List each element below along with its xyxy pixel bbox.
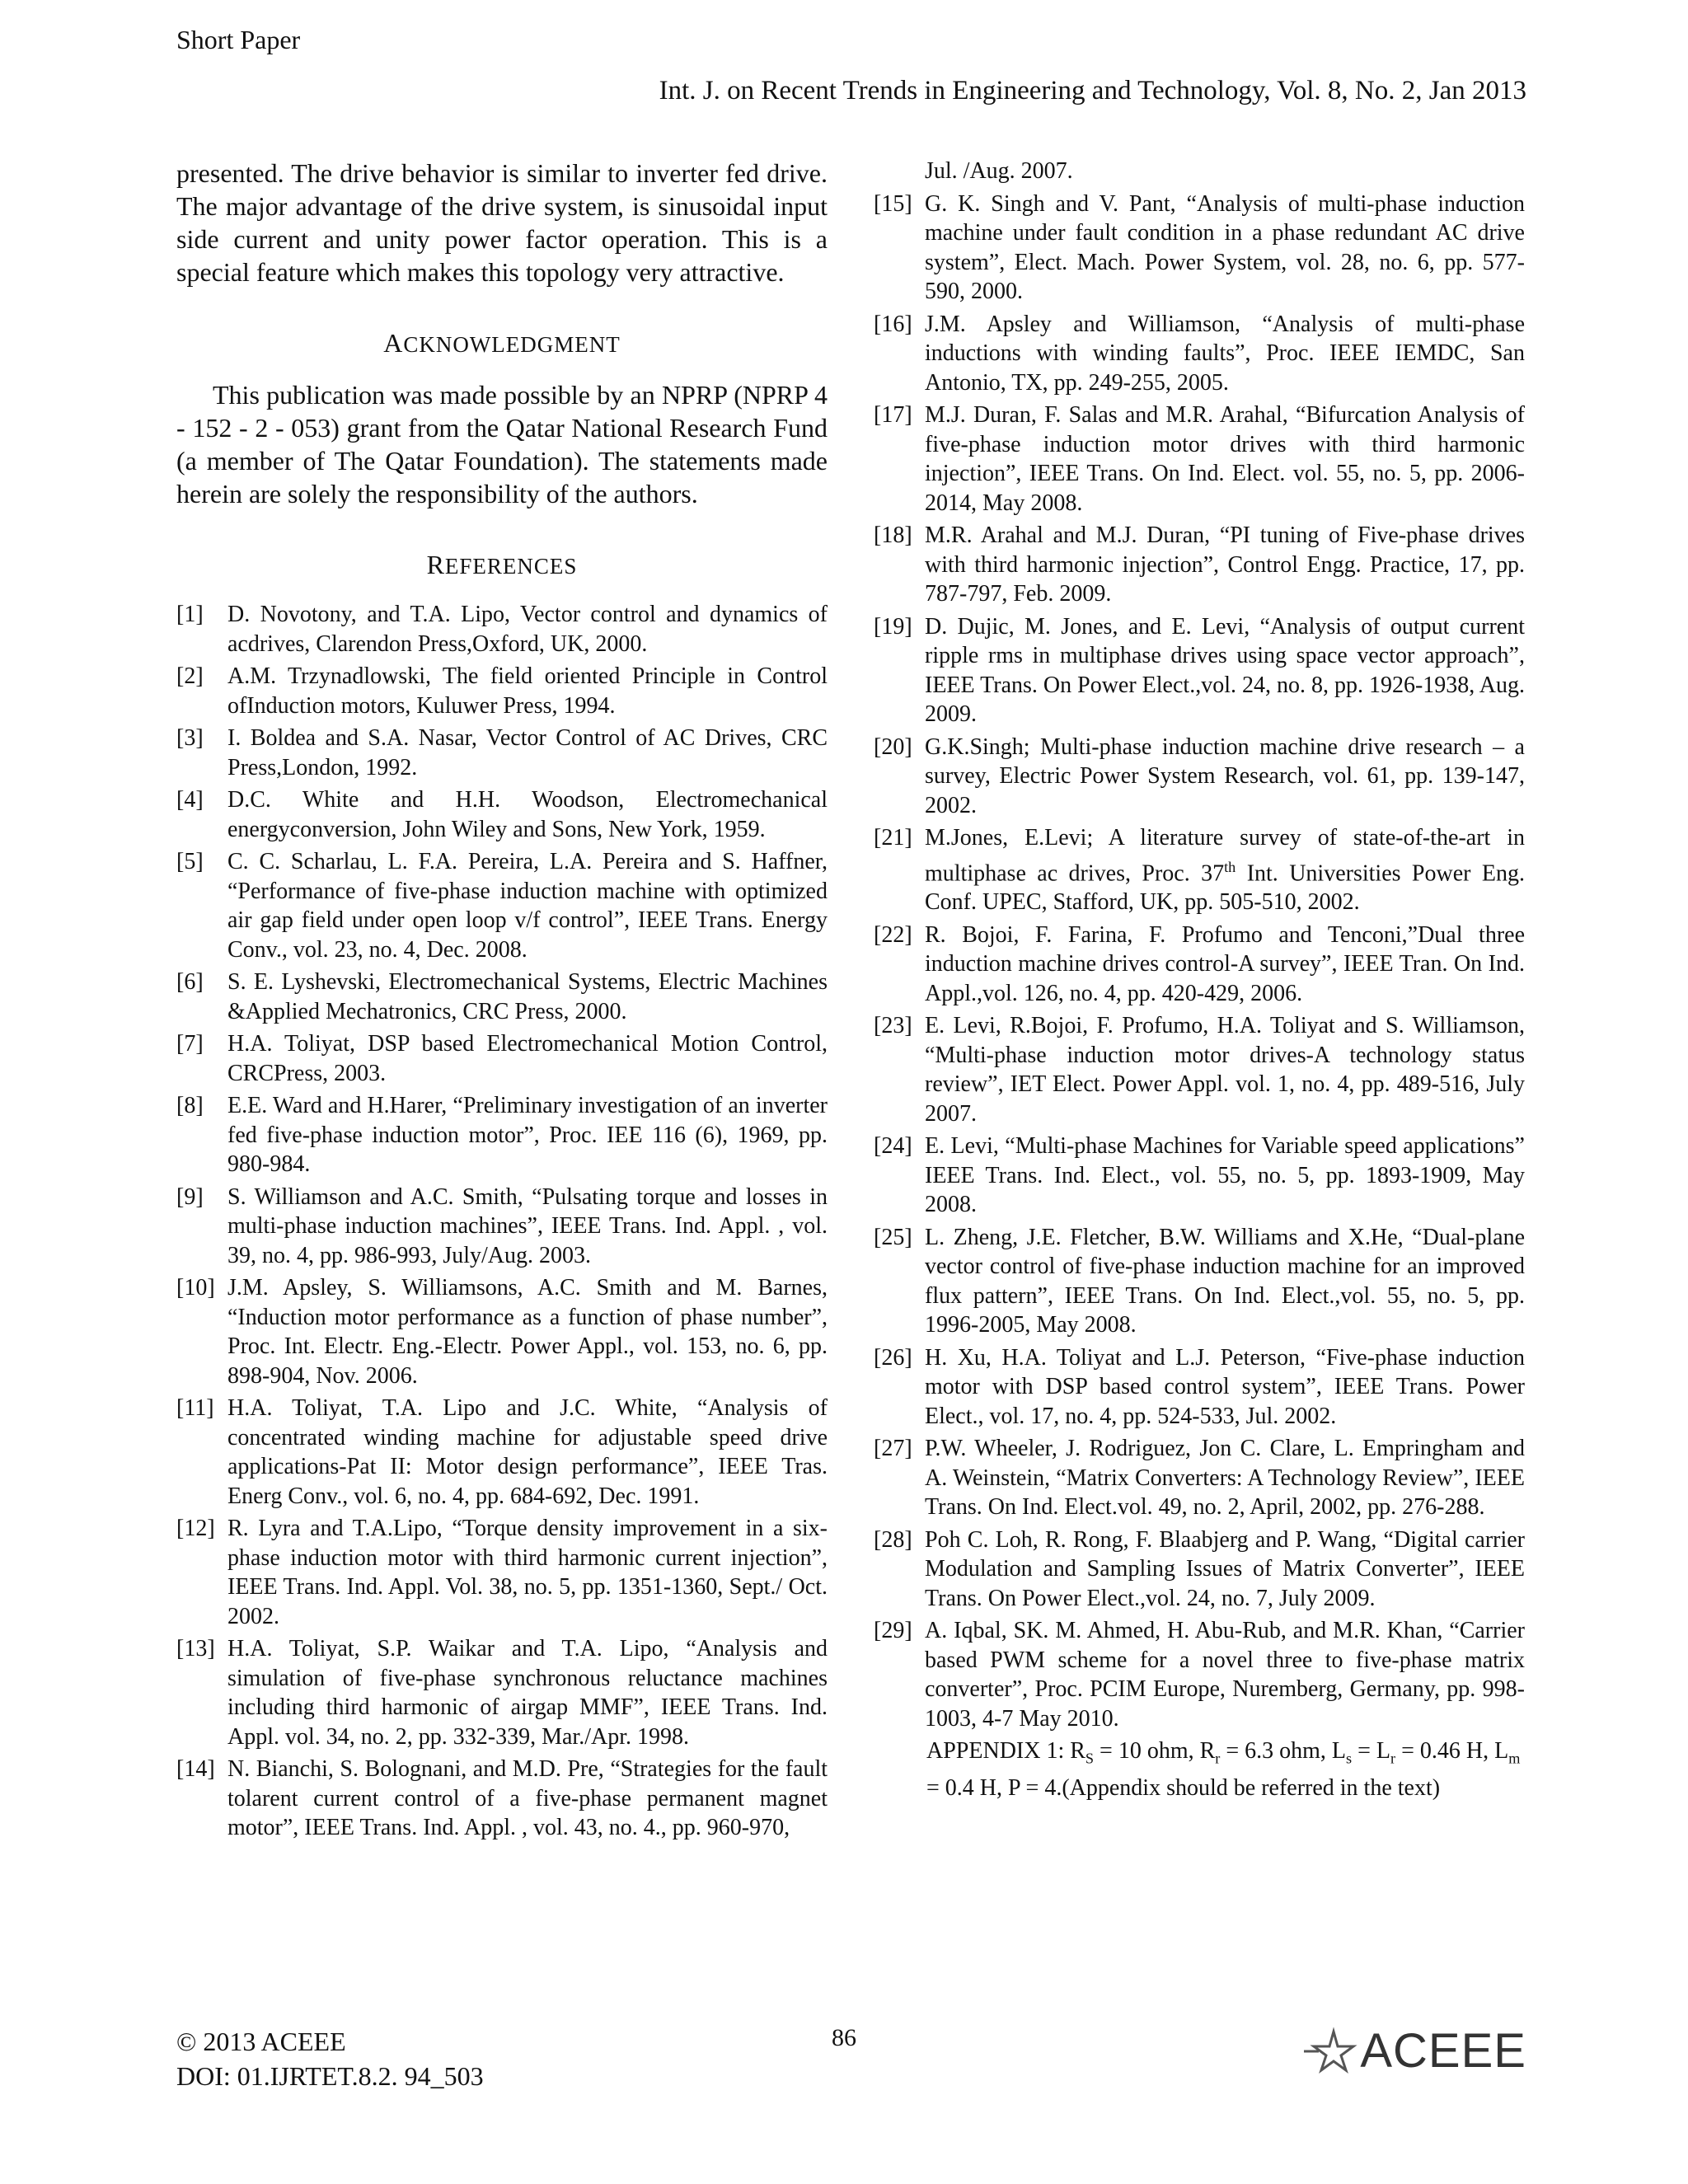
acknowledgment-heading: ACKNOWLEDGMENT xyxy=(383,328,621,358)
reference-item: [5] C. C. Scharlau, L. F.A. Pereira, L.A. Pereira and S. Haffner, “Performance of five-phase induction machine with optimized air gap field under open loop v/f control”, IEEE Trans. Energy Conv., vol. 23, no. 4, Dec. 2008. xyxy=(176,849,828,963)
star-icon xyxy=(1302,2027,1360,2076)
appendix-note: APPENDIX 1: $R_S = 10$ ohm, $R_r = 6.3$ ohm, $L_s = L_r = 0.46$ H, $L_m = 0.4$ H, P = 4.(Appendix should be referred in the text) xyxy=(926,1738,1521,1802)
copyright-text: © 2013 ACEEE xyxy=(176,2027,346,2056)
reference-item: [8] E.E. Ward and H.Harer, “Preliminary investigation of an inverter fed five-phase induction motor”, Proc. IEE 116 (6), 1969, pp. 980-984. xyxy=(176,1093,828,1177)
reference-item: [6] S. E. Lyshevski, Electromechanical Systems, Electric Machines &Applied Mechatronics, CRC Press, 2000. xyxy=(176,969,828,1024)
doi-text: DOI: 01.IJRTET.8.2. 94_503 xyxy=(176,2061,484,2091)
reference-list-right xyxy=(874,190,1525,1734)
logo-text: ACEEE xyxy=(1360,2024,1526,2078)
reference-item: [4] D.C. White and H.H. Woodson, Electromechanical energyconversion, John Wiley and Sons, New York, 1959. xyxy=(176,787,828,842)
reference-item: [15] G. K. Singh and V. Pant, “Analysis of multi-phase induction machine under fault condition in a phase redundant AC drive system”, Elect. Mach. Power System, vol. 28, no. 6, pp. 577-590, 2000. xyxy=(874,190,1525,304)
reference-item: [16] J.M. Apsley and Williamson, “Analysis of multi-phase inductions with winding faults”, Proc. IEEE IEMDC, San Antonio, TX, pp. 249-255, 2005. xyxy=(874,311,1525,396)
reference-item: [9] S. Williamson and A.C. Smith, “Pulsating torque and losses in multi-phase induction machines”, IEEE Trans. Ind. Appl. , vol. 39, no. 4, pp. 986-993, July/Aug. 2003. xyxy=(176,1183,828,1268)
reference-item: [29] A. Iqbal, SK. M. Ahmed, H. Abu-Rub, and M.R. Khan, “Carrier based PWM scheme for a novel three to five-phase matrix converter”, Proc. PCIM Europe, Nuremberg, Germany, pp. 998-1003, 4-7 May 2010. xyxy=(874,1618,1525,1732)
reference-item: [18] M.R. Arahal and M.J. Duran, “PI tuning of Five-phase drives with third harmonic injection”, Control Engg. Practice, 17, pp. 787-797, Feb. 2009. xyxy=(874,523,1525,607)
reference-continuation: Jul. /Aug. 2007. xyxy=(925,158,1073,184)
reference-item: [11] H.A. Toliyat, T.A. Lipo and J.C. White, “Analysis of concentrated winding machine for adjustable speed drive applications-Pat II: Motor design performance”, IEEE Tras. Energ Conv., vol. 6, no. 4, pp. 684-692, Dec. 1991. xyxy=(176,1395,828,1509)
reference-item: [1] D. Novotony, and T.A. Lipo, Vector control and dynamics of acdrives, Clarendon Press,Oxford, UK, 2000. xyxy=(176,602,828,657)
acknowledgment-text: This publication was made possible by an NPRP (NPRP 4 - 152 - 2 - 053) grant from the Qatar National Research Fund (a member of The Qatar Foundation). The statements made herein are solely the responsibility of the authors. xyxy=(176,380,828,509)
reference-item: [25] L. Zheng, J.E. Fletcher, B.W. Williams and X.He, “Dual-plane vector control of five-phase induction machine for an improved flux pattern”, IEEE Trans. On Ind. Elect.,vol. 55, no. 5, pp. 1996-2005, May 2008. xyxy=(874,1224,1525,1338)
reference-list-left xyxy=(176,600,828,1843)
running-head-journal: Int. J. on Recent Trends in Engineering and Technology, Vol. 8, No. 2, Jan 2013 xyxy=(659,76,1526,105)
reference-item: [13] H.A. Toliyat, S.P. Waikar and T.A. Lipo, “Analysis and simulation of five-phase synchronous reluctance machines including third harmonic of airgap MMF”, IEEE Trans. Ind. Appl. vol. 34, no. 2, pp. 332-339, Mar./Apr. 1998. xyxy=(176,1636,828,1750)
intro-paragraph: presented. The drive behavior is similar to inverter fed drive. The major advantage of the drive system, is sinusoidal input side current and unity power factor operation. This is a special feature which makes this topology very attractive. xyxy=(176,158,828,287)
reference-item: [24] E. Levi, “Multi-phase Machines for Variable speed applications” IEEE Trans. Ind. Elect., vol. 55, no. 5, pp. 1893-1909, May 2008. xyxy=(874,1133,1525,1218)
reference-item: [21] M.Jones, E.Levi; A literature survey of state-of-the-art in multiphase ac drives, Proc. 37th Int. Universities Power Eng. Conf. UPEC, Stafford, UK, pp. 505-510, 2002. xyxy=(874,825,1525,916)
reference-item: [28] Poh C. Loh, R. Rong, F. Blaabjerg and P. Wang, “Digital carrier Modulation and Sampling Issues of Matrix Converter”, IEEE Trans. On Power Elect.,vol. 24, no. 7, July 2009. xyxy=(874,1526,1525,1611)
reference-item: [20] G.K.Singh; Multi-phase induction machine drive research – a survey, Electric Power System Research, vol. 61, pp. 139-147, 2002. xyxy=(874,733,1525,818)
reference-item: [23] E. Levi, R.Bojoi, F. Profumo, H.A. Toliyat and S. Williamson, “Multi-phase induction motor drives-A technology status review”, IET Elect. Power Appl. vol. 1, no. 4, pp. 489-516, July 2007. xyxy=(874,1013,1525,1127)
reference-item: [12] R. Lyra and T.A.Lipo, “Torque density improvement in a six-phase induction motor with third harmonic current injection”, IEEE Trans. Ind. Appl. Vol. 38, no. 5, pp. 1351-1360, Sept./ Oct. 2002. xyxy=(176,1516,828,1629)
right-column xyxy=(874,157,1525,1803)
left-column xyxy=(176,157,828,1846)
reference-item: [22] R. Bojoi, F. Farina, F. Profumo and Tenconi,”Dual three induction machine drives control-A survey”, IEEE Tran. On Ind. Appl.,vol. 126, no. 4, pp. 420-429, 2006. xyxy=(874,921,1525,1006)
reference-item: [26] H. Xu, H.A. Toliyat and L.J. Peterson, “Five-phase induction motor with DSP based control system”, IEEE Trans. Power Elect., vol. 17, no. 4, pp. 524-533, Jul. 2002. xyxy=(874,1344,1525,1429)
reference-item: [14] N. Bianchi, S. Bolognani, and M.D. Pre, “Strategies for the fault tolarent current control of a five-phase permanent magnet motor”, IEEE Trans. Ind. Appl. , vol. 43, no. 4., pp. 960-970, xyxy=(176,1756,828,1840)
aceee-logo xyxy=(1302,2023,1526,2079)
reference-item: [7] H.A. Toliyat, DSP based Electromechanical Motion Control, CRCPress, 2003. xyxy=(176,1031,828,1086)
footer-copyright xyxy=(176,2024,484,2093)
reference-item: [3] I. Boldea and S.A. Nasar, Vector Control of AC Drives, CRC Press,London, 1992. xyxy=(176,725,828,780)
reference-item: [10] J.M. Apsley, S. Williamsons, A.C. Smith and M. Barnes, “Induction motor performance as a function of phase number”, Proc. Int. Electr. Eng.-Electr. Power Appl., vol. 153, no. 6, pp. 898-904, Nov. 2006. xyxy=(176,1275,828,1389)
references-heading: REFERENCES xyxy=(426,550,578,579)
reference-item: [17] M.J. Duran, F. Salas and M.R. Arahal, “Bifurcation Analysis of five-phase induction motor drives with third harmonic injection”, IEEE Trans. On Ind. Elect. vol. 55, no. 5, pp. 2006-2014, May 2008. xyxy=(874,402,1525,516)
reference-item: [19] D. Dujic, M. Jones, and E. Levi, “Analysis of output current ripple rms in multiphase drives using space vector approach”, IEEE Trans. On Power Elect.,vol. 24, no. 8, pp. 1926-1938, Aug. 2009. xyxy=(874,613,1525,727)
reference-item: [27] P.W. Wheeler, J. Rodriguez, Jon C. Clare, L. Empringham and A. Weinstein, “Matrix Converters: A Technology Review”, IEEE Trans. On Ind. Elect.vol. 49, no. 2, April, 2002, pp. 276-288. xyxy=(874,1436,1525,1521)
page-number: 86 xyxy=(832,2024,856,2051)
reference-item: [2] A.M. Trzynadlowski, The field oriented Principle in Control ofInduction motors, Kuluwer Press, 1994. xyxy=(176,663,828,719)
running-head-left: Short Paper xyxy=(176,25,301,54)
